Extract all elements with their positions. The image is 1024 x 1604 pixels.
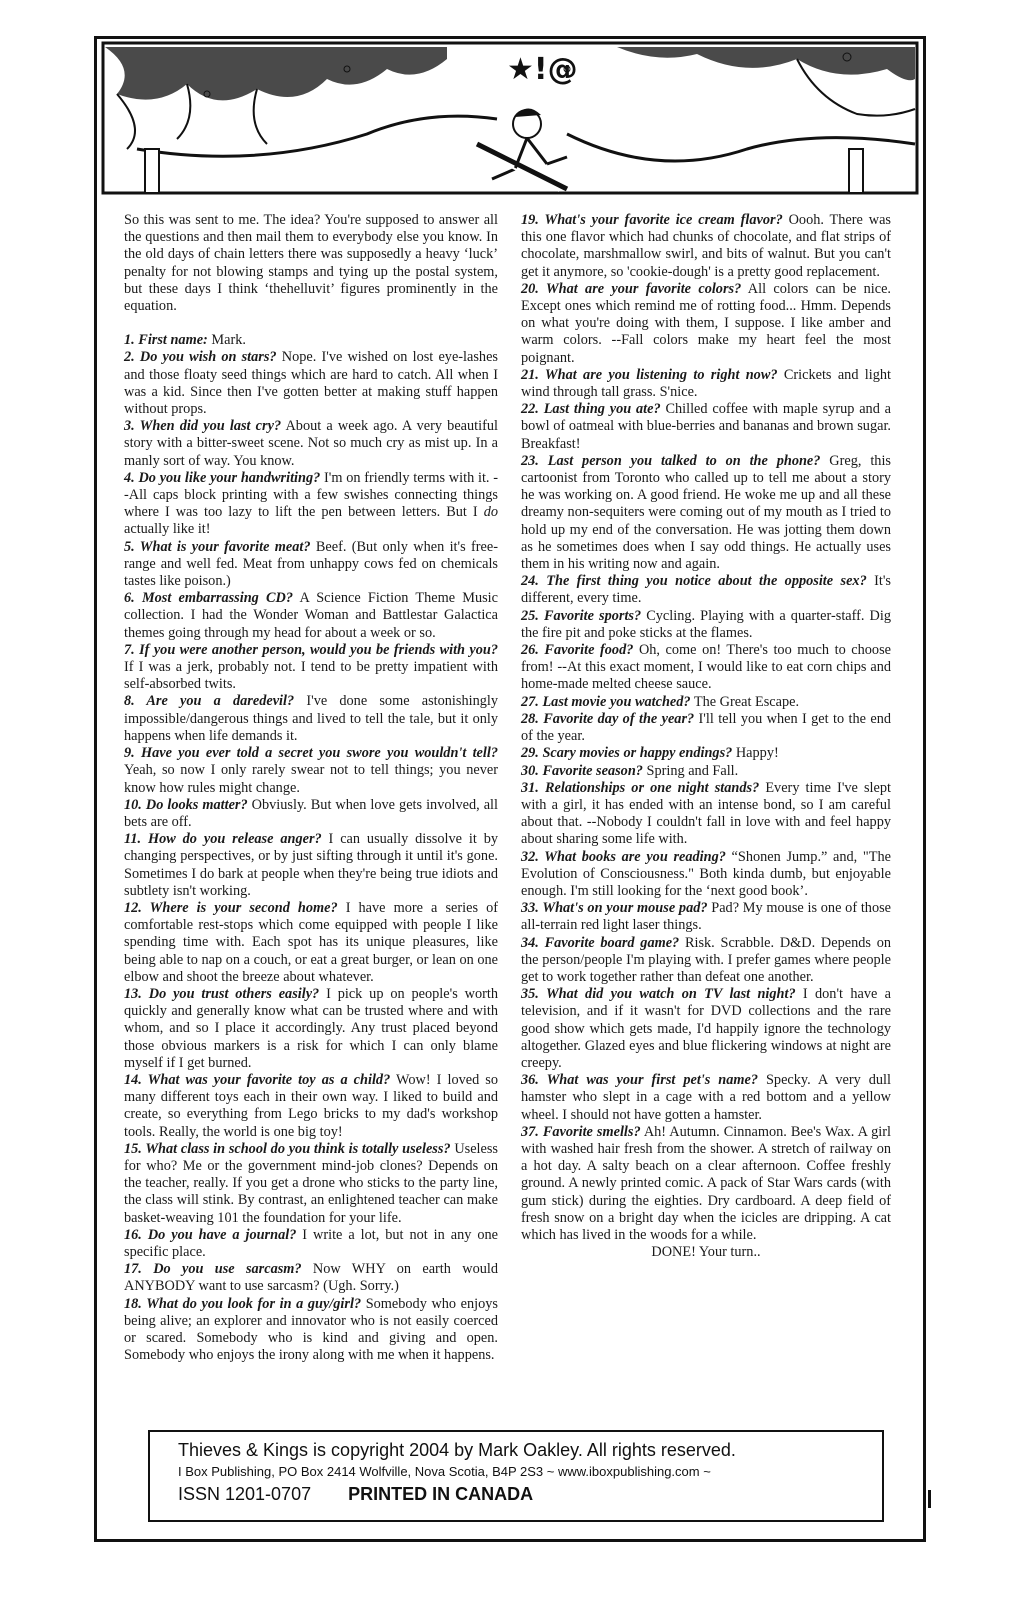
qa-item xyxy=(521,849,891,901)
qa-item xyxy=(124,693,498,745)
question-label: 37. Favorite smells? xyxy=(521,1123,641,1140)
answer-text: Chilled coffee with maple syrup and a bowl of oatmeal with blue-berries and bananas and brown sugar. Breakfast! xyxy=(521,401,892,452)
question-label: 10. Do looks matter? xyxy=(124,796,248,813)
answer-text: About a week ago. A very beautiful story with a bitter-sweet scene. Not so much cry as mist up. In a manly sort of way. You know. xyxy=(124,418,498,469)
qa-item xyxy=(521,573,891,607)
qa-item xyxy=(124,539,498,591)
question-label: 18. What do you look for in a guy/girl? xyxy=(124,1295,362,1312)
answer-text: Somebody who enjoys being alive; an explorer and innovator who is not easily coerced or scared. Somebody who is kind and giving and open. Somebody who enjoys the irony along with me when it happens. xyxy=(124,1295,498,1364)
publisher-address: I Box Publishing, PO Box 2414 Wolfville, Nova Scotia, B4P 2S3 ~ www.iboxpublishing.com ~ xyxy=(178,1464,711,1479)
answer-text: If I was a jerk, probably not. I tend to be pretty impatient with self-absorbed twits. xyxy=(124,659,498,693)
question-label: 26. Favorite food? xyxy=(521,642,634,659)
qa-item xyxy=(521,1124,891,1244)
answer-text: Now WHY on earth would ANYBODY want to use sarcasm? (Ugh. Sorry.) xyxy=(124,1261,498,1295)
answer-text: “Shonen Jump.” and, "The Evolution of Consciousness." Both kinda dumb, but enjoyable enough. I'm still looking for the ‘next good book’. xyxy=(521,848,891,899)
qa-item xyxy=(521,608,891,642)
question-label: 30. Favorite season? xyxy=(521,762,643,779)
qa-item xyxy=(124,332,498,349)
question-label: 19. What's your favorite ice cream flavor? xyxy=(521,212,783,228)
question-label: 36. What was your first pet's name? xyxy=(521,1072,759,1089)
qa-item xyxy=(124,418,498,470)
question-label: 20. What are your favorite colors? xyxy=(521,280,742,297)
column-right xyxy=(521,212,891,1261)
answer-text: I don't have a television, and if it wasn't for DVD collections and the rare good show which gets made, I'd happily ignore the technology altogether. Glazed eyes and blue flickering windows at night are creepy. xyxy=(521,986,891,1071)
question-label: 3. When did you last cry? xyxy=(124,418,282,435)
header-illustration xyxy=(97,39,923,207)
question-label: 35. What did you watch on TV last night? xyxy=(521,986,796,1003)
answer-text: Nope. I've wished on lost eye-lashes and those floaty seed things which are hard to catch. All when I was a kid. Since then I've gotten better at making stuff happen without props. xyxy=(124,349,498,418)
question-label: 27. Last movie you watched? xyxy=(521,693,691,710)
answer-text: I pick up on people's worth quickly and generally know what can be trusted where and with whom, and so I place it accordingly. Any trust placed beyond those obvious markers is a risk for which I can only blame myself if I get burned. xyxy=(124,985,498,1071)
answer-text: The Great Escape. xyxy=(690,693,800,710)
qa-item xyxy=(521,900,891,934)
printed-in-canada: PRINTED IN CANADA xyxy=(348,1484,534,1504)
answer-text: I can usually dissolve it by changing perspectives, or by just sifting through it until it's gone. Sometimes I do bark at people when they're being true idiots and subtlety isn't working. xyxy=(124,831,499,899)
qa-item xyxy=(124,1261,498,1295)
qa-item xyxy=(124,900,498,986)
question-label: 34. Favorite board game? xyxy=(521,934,680,951)
answer-text: I'll tell you when I get to the end of the year. xyxy=(521,710,891,745)
answer-text: Greg, this cartoonist from Toronto who called up to tell me about a story he was working on. A good friend. He woke me up and all these dreamy non-sequiters were coming out of my mouth as I tried to hold up my end of the conversation. He was jotting them down as he sometimes does when I say odd things. He actually uses them in his writing now and again. xyxy=(521,452,891,573)
answer-text: It's different, every time. xyxy=(521,573,891,607)
answer-text: I write a lot, but not in any one specific place. xyxy=(124,1226,498,1260)
margin-mark xyxy=(928,1490,931,1508)
copyright-box xyxy=(148,1430,884,1522)
qa-item xyxy=(521,401,891,453)
question-label: 4. Do you like your handwriting? xyxy=(124,469,321,486)
question-label: 29. Scary movies or happy endings? xyxy=(521,745,733,762)
answer-text: Oooh. There was this one flavor which had chunks of chocolate, and flat strips of chocolate, marshmallow swirl, and bits of walnut. But you can't get it anymore, so 'cookie-dough' is a pretty good replacement. xyxy=(521,212,891,280)
question-label: 23. Last person you talked to on the phone? xyxy=(521,452,821,469)
answer-emphasis: do xyxy=(483,504,498,521)
answer-text: Crickets and light wind through tall grass. S'nice. xyxy=(521,366,891,401)
question-label: 6. Most embarrassing CD? xyxy=(124,590,294,607)
question-label: 24. The first thing you notice about the opposite sex? xyxy=(521,573,867,590)
question-label: 31. Relationships or one night stands? xyxy=(521,779,760,796)
qa-item xyxy=(521,281,891,367)
issn-line xyxy=(178,1482,864,1506)
qa-item xyxy=(124,797,498,831)
answer-text: Yeah, so now I only rarely swear not to tell things; you never know how rules might change. xyxy=(124,762,498,796)
intro-paragraph: So this was sent to me. The idea? You're supposed to answer all the questions and then mail them to everybody else you know. In the old days of chain letters there was supposedly a heavy ‘luck’ penalty for not blowing stamps and tying up the postal system, but these days I think ‘thehelluvit’ figures prominently in the equation. xyxy=(124,212,498,315)
qa-item xyxy=(124,1141,498,1227)
question-label: 12. Where is your second home? xyxy=(124,899,338,916)
question-label: 17. Do you use sarcasm? xyxy=(124,1261,302,1278)
answer-text: Every time I've slept with a girl, it has ended with an intense bond, so I am careful about that. --Nobody I couldn't fall in love with and feel happy about sharing some life with. xyxy=(521,779,891,848)
answer-text: I've done some astonishingly impossible/dangerous things and lived to tell the tale, but it only happens when life demands it. xyxy=(124,693,498,744)
question-label: 9. Have you ever told a secret you swore you wouldn't tell? xyxy=(124,745,498,762)
question-label: 8. Are you a daredevil? xyxy=(124,693,295,710)
answer-text: A Science Fiction Theme Music collection. I had the Wonder Woman and Battlestar Galactica themes going through my head for about a week or so. xyxy=(124,590,499,641)
qa-item xyxy=(124,745,498,797)
question-label: 5. What is your favorite meat? xyxy=(124,538,311,555)
question-label: 13. Do you trust others easily? xyxy=(124,985,320,1002)
copyright-line: Thieves & Kings is copyright 2004 by Mark Oakley. All rights reserved. xyxy=(178,1440,736,1460)
question-label: 2. Do you wish on stars? xyxy=(124,349,277,366)
question-label: 16. Do you have a journal? xyxy=(124,1226,297,1243)
answer-text-continued: actually like it! xyxy=(124,521,211,538)
qa-item xyxy=(124,349,498,418)
question-label: 32. What books are you reading? xyxy=(521,848,726,865)
answer-text: Wow! I loved so many different toys each in their own way. I liked to build and create, so everything from Lego bricks to my dad's workshop tools. Really, the world is one big toy! xyxy=(124,1071,498,1140)
question-label: 33. What's on your mouse pad? xyxy=(521,900,708,917)
closing-line: DONE! Your turn.. xyxy=(651,1244,761,1261)
answer-text: All colors can be nice. Except ones which remind me of rotting food... Hmm. Depends on what you're doing with them, I suppose. I like amber and warm colors. --Fall colors make my heart feel the most poignant. xyxy=(521,280,891,366)
qa-item xyxy=(124,986,498,1072)
question-label: 28. Favorite day of the year? xyxy=(521,710,695,727)
answer-text: Beef. (But only when it's free-range and well fed. Meat from unhappy cows fed on chemicals tastes like poison.) xyxy=(124,538,498,590)
qa-item xyxy=(521,986,891,1072)
qa-item xyxy=(521,745,891,762)
answer-text: Spring and Fall. xyxy=(642,762,739,779)
answer-text: Specky. A very dull hamster who slept in a cage with a red bottom and a yellow wheel. I should not have gotten a hamster. xyxy=(521,1072,892,1123)
answer-text: Happy! xyxy=(732,745,779,762)
issn: ISSN 1201-0707 xyxy=(178,1484,312,1504)
answer-text: Ah! Autumn. Cinnamon. Bee's Wax. A girl with washed hair fresh from the shower. A stretch of railway on a hot day. A salty beach on a clear afternoon. Coffee freshly ground. A newly printed comic. A pack of Star Wars cards (with gum stick) during the eighties. Dry cardboard. A deep field of fresh snow on a bright day when the icicles are dripping. A cat which has lived in the woods for a while. xyxy=(521,1123,891,1243)
question-label: 22. Last thing you ate? xyxy=(521,401,661,418)
question-label: 15. What class in school do you think is totally useless? xyxy=(124,1140,451,1157)
qa-item xyxy=(521,367,891,401)
answer-text: I have more a series of comfortable rest-stops which come equipped with people I like spending time with. Each spot has its unique pleasures, like being able to nap on a couch, or eat a great burger, or lean on one elbow and shoot the breeze about whatever. xyxy=(124,899,498,985)
answer-text: Useless for who? Me or the government mind-job clones? Depends on the teacher, really. If you get a drone who sticks to the party line, the class will stink. By contrast, an enlightened teacher can make basket-weaving 101 the foundation for your life. xyxy=(124,1140,499,1226)
column-left xyxy=(124,212,498,1364)
answer-text: Mark. xyxy=(207,332,246,349)
answer-text: Risk. Scrabble. D&D. Depends on the person/people I'm playing with. I prefer games where people get to work together rather than defeat one another. xyxy=(521,934,891,985)
qa-item xyxy=(124,470,498,539)
qa-item xyxy=(124,1296,498,1365)
question-label: 21. What are you listening to right now? xyxy=(521,366,778,383)
question-label: 25. Favorite sports? xyxy=(521,607,642,624)
answer-text: I'm on friendly terms with it. --All caps block printing with a few swishes connecting things where I was too lazy to lift the pen between letters. But I xyxy=(124,469,498,521)
question-label: 1. First name: xyxy=(124,332,208,349)
qa-item xyxy=(521,1072,891,1124)
qa-item xyxy=(124,642,498,694)
answer-text: Obviusly. But when love gets involved, all bets are off. xyxy=(124,796,498,830)
qa-item xyxy=(521,780,891,849)
qa-item xyxy=(124,590,498,642)
answer-text: Cycling. Playing with a quarter-staff. Dig the fire pit and poke sticks at the flames. xyxy=(521,607,891,641)
exclamation-symbols: ★!@ xyxy=(507,52,578,87)
qa-item xyxy=(521,711,891,745)
qa-item xyxy=(521,694,891,711)
qa-item xyxy=(521,453,891,573)
qa-item xyxy=(124,1227,498,1261)
answer-text: Oh, come on! There's too much to choose from! --At this exact moment, I would like to eat corn chips and home-made melted cheese sauce. xyxy=(521,642,891,693)
qa-item xyxy=(521,212,891,281)
qa-item xyxy=(124,1072,498,1141)
question-label: 14. What was your favorite toy as a child? xyxy=(124,1071,391,1088)
qa-item xyxy=(124,831,498,900)
question-label: 11. How do you release anger? xyxy=(124,831,322,848)
answer-text: Pad? My mouse is one of those all-terrain red light laser things. xyxy=(521,900,892,934)
question-label: 7. If you were another person, would you be friends with you? xyxy=(124,641,498,658)
qa-item xyxy=(521,763,891,780)
qa-item xyxy=(521,642,891,694)
qa-item xyxy=(521,935,891,987)
